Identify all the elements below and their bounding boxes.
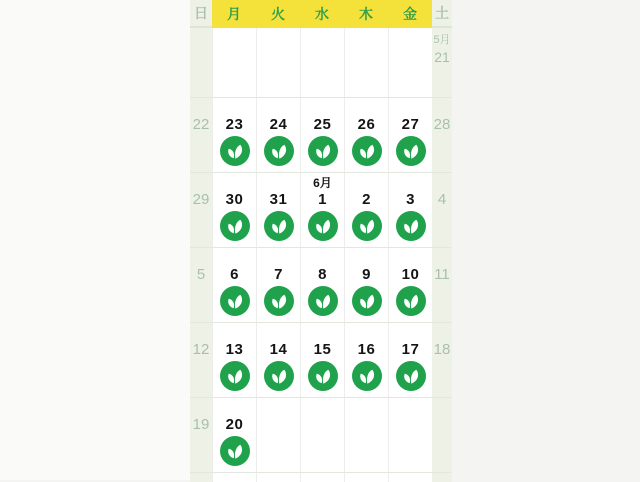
- date-number: 12: [192, 341, 210, 358]
- sprout-icon: [220, 361, 250, 391]
- date-number: 18: [433, 341, 451, 358]
- date-number: 9: [362, 266, 371, 283]
- saturday-cell[interactable]: [432, 173, 452, 247]
- sprout-icon: [220, 436, 250, 466]
- date-number: 1: [318, 191, 327, 208]
- week-row: [190, 28, 452, 98]
- day-cell[interactable]: [344, 248, 388, 322]
- day-cell: [300, 28, 344, 97]
- header-thursday-label: 木: [359, 6, 373, 22]
- sprout-icon: [220, 136, 250, 166]
- date-number: 21: [434, 49, 450, 65]
- day-cell: [388, 398, 432, 472]
- date-number: 20: [225, 416, 244, 433]
- date-number: 10: [401, 266, 420, 283]
- day-cell[interactable]: [256, 98, 300, 172]
- page-left-margin: [0, 0, 190, 480]
- header-friday: [388, 0, 432, 28]
- day-cell[interactable]: [256, 323, 300, 397]
- saturday-cell[interactable]: [432, 248, 452, 322]
- date-number: 31: [269, 191, 288, 208]
- day-cell[interactable]: [388, 248, 432, 322]
- sprout-icon: [264, 286, 294, 316]
- header-thursday: [344, 0, 388, 28]
- sprout-icon: [220, 211, 250, 241]
- date-number: 15: [313, 341, 332, 358]
- saturday-cell[interactable]: [432, 323, 452, 397]
- header-sunday-label: 日: [194, 5, 208, 21]
- day-cell[interactable]: [256, 248, 300, 322]
- date-number: 3: [406, 191, 415, 208]
- day-cell: [256, 28, 300, 97]
- date-number: 11: [434, 266, 450, 283]
- day-cell[interactable]: [212, 323, 256, 397]
- sprout-icon: [264, 211, 294, 241]
- date-number: 22: [192, 116, 210, 133]
- sunday-cell: [190, 28, 212, 97]
- day-cell[interactable]: [300, 173, 344, 247]
- day-cell: [212, 473, 256, 482]
- day-cell[interactable]: [300, 248, 344, 322]
- header-monday-label: 月: [227, 6, 241, 22]
- sprout-icon: [396, 286, 426, 316]
- day-cell[interactable]: [344, 98, 388, 172]
- week-row: [190, 173, 452, 248]
- week-row: [190, 323, 452, 398]
- day-cell[interactable]: [388, 98, 432, 172]
- sprout-icon: [264, 136, 294, 166]
- day-cell[interactable]: [344, 173, 388, 247]
- date-number: 25: [313, 116, 332, 133]
- date-number: 13: [225, 341, 244, 358]
- date-number: 26: [357, 116, 376, 133]
- date-number: 4: [437, 191, 447, 208]
- date-number: 7: [274, 266, 283, 283]
- sprout-icon: [308, 211, 338, 241]
- date-number: 14: [269, 341, 288, 358]
- date-number: 19: [192, 416, 210, 433]
- week-row: [190, 473, 452, 482]
- date-number: 27: [401, 116, 420, 133]
- day-cell[interactable]: [256, 173, 300, 247]
- date-number: 17: [401, 341, 420, 358]
- saturday-cell: [432, 398, 452, 472]
- sprout-icon: [352, 136, 382, 166]
- date-number: 8: [318, 266, 327, 283]
- day-cell: [256, 398, 300, 472]
- week-row: [190, 248, 452, 323]
- day-cell: [300, 398, 344, 472]
- date-number: 6: [230, 266, 239, 283]
- header-tuesday: [256, 0, 300, 28]
- sprout-icon: [396, 361, 426, 391]
- day-cell: [388, 473, 432, 482]
- saturday-cell[interactable]: [432, 28, 452, 97]
- day-cell[interactable]: [300, 98, 344, 172]
- header-saturday-label: 土: [435, 5, 449, 21]
- week-row: [190, 398, 452, 473]
- date-number: 28: [433, 116, 451, 133]
- sprout-icon: [308, 361, 338, 391]
- calendar: [190, 0, 452, 480]
- saturday-cell: [432, 473, 452, 482]
- date-number: 2: [362, 191, 371, 208]
- day-cell: [300, 473, 344, 482]
- sunday-cell[interactable]: [190, 248, 212, 322]
- weekday-header: [190, 0, 452, 28]
- date-number: 30: [225, 191, 244, 208]
- day-cell[interactable]: [388, 323, 432, 397]
- day-cell: [212, 28, 256, 97]
- sprout-icon: [396, 211, 426, 241]
- sunday-cell[interactable]: [190, 98, 212, 172]
- day-cell[interactable]: [344, 323, 388, 397]
- week-row: [190, 98, 452, 173]
- sprout-icon: [264, 361, 294, 391]
- sprout-icon: [308, 136, 338, 166]
- header-wednesday-label: 水: [315, 6, 329, 22]
- header-friday-label: 金: [403, 6, 417, 22]
- date-number: 24: [269, 116, 288, 133]
- sprout-icon: [352, 361, 382, 391]
- header-sunday: [190, 0, 212, 28]
- day-cell: [344, 398, 388, 472]
- month-label: 6月: [313, 176, 332, 190]
- header-tuesday-label: 火: [271, 6, 285, 22]
- day-cell[interactable]: [212, 398, 256, 472]
- month-label: 5月: [433, 34, 451, 46]
- sunday-cell[interactable]: [190, 173, 212, 247]
- day-cell: [388, 28, 432, 97]
- sprout-icon: [220, 286, 250, 316]
- day-cell[interactable]: [388, 173, 432, 247]
- day-cell[interactable]: [212, 173, 256, 247]
- saturday-cell[interactable]: [432, 98, 452, 172]
- date-number: 23: [225, 116, 244, 133]
- date-number: 29: [192, 191, 210, 208]
- sprout-icon: [352, 286, 382, 316]
- sunday-cell[interactable]: [190, 398, 212, 472]
- sprout-icon: [352, 211, 382, 241]
- date-number: 5: [196, 266, 206, 283]
- day-cell[interactable]: [300, 323, 344, 397]
- header-saturday: [432, 0, 452, 28]
- sprout-icon: [308, 286, 338, 316]
- day-cell[interactable]: [212, 248, 256, 322]
- header-monday: [212, 0, 256, 28]
- sunday-cell: [190, 473, 212, 482]
- day-cell: [344, 28, 388, 97]
- date-number: 16: [357, 341, 376, 358]
- sprout-icon: [396, 136, 426, 166]
- header-wednesday: [300, 0, 344, 28]
- sunday-cell[interactable]: [190, 323, 212, 397]
- day-cell[interactable]: [212, 98, 256, 172]
- day-cell: [256, 473, 300, 482]
- day-cell: [344, 473, 388, 482]
